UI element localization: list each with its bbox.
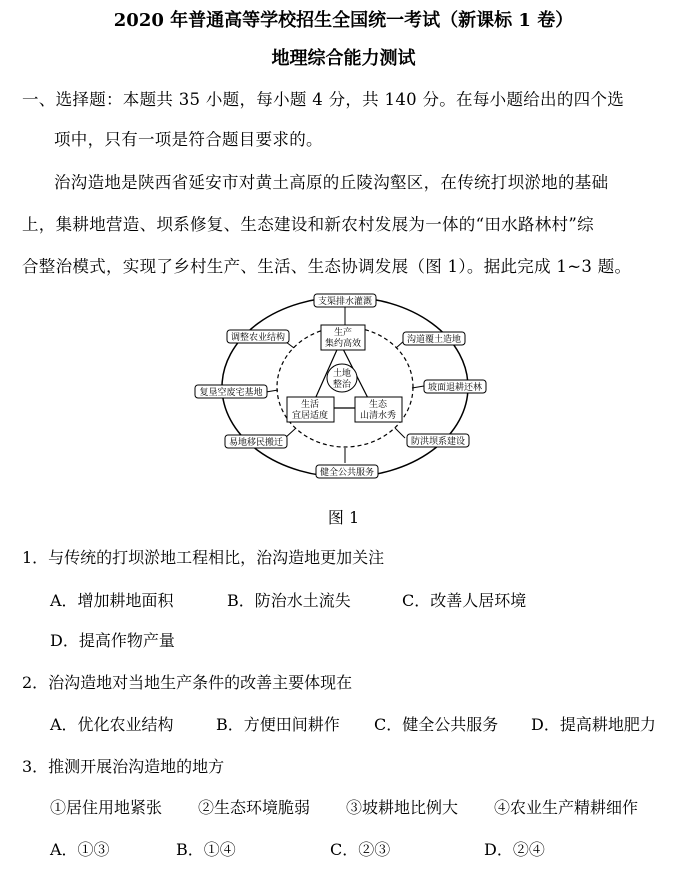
outer-label-lower-right: 防洪坝系建设 [410, 437, 466, 447]
instructions-line-2: 项中，只有一项是符合题目要求的。 [54, 130, 323, 149]
instructions-line-1: 一、选择题：本题共 35 小题，每小题 4 分，共 140 分。在每小题给出的四个选 [22, 90, 625, 109]
passage-line-2: 上，集耕地营造、坝系修复、生态建设和新农村发展为一体的“田水路林村”综 [22, 215, 594, 234]
question-3-stem: 3．推测开展治沟造地的地方 [22, 757, 225, 776]
center-label-2: 整治 [332, 380, 352, 390]
question-3-option-a: A．①③ [50, 840, 110, 859]
question-1-stem: 1．与传统的打坝淤地工程相比，治沟造地更加关注 [22, 548, 385, 567]
inner-label-life-1: 生活 [300, 400, 320, 410]
question-2-option-c: C．健全公共服务 [374, 715, 499, 734]
inner-label-ecology-1: 生态 [368, 400, 388, 410]
page-subtitle: 地理综合能力测试 [271, 48, 416, 69]
question-1-option-b: B．防治水土流失 [227, 591, 351, 610]
outer-label-upper-left: 调整农业结构 [230, 333, 286, 343]
inner-label-production-2: 集约高效 [324, 339, 362, 349]
question-3-statement-3: ③坡耕地比例大 [346, 798, 459, 817]
page-title: 2020 年普通高等学校招生全国统一考试（新课标 1 卷） [113, 10, 574, 31]
question-2-option-a: A．优化农业结构 [50, 715, 174, 734]
passage-line-3: 合整治模式，实现了乡村生产、生活、生态协调发展（图 1）。据此完成 1~3 题。 [22, 257, 632, 276]
question-3-option-c: C．②③ [330, 840, 391, 859]
inner-label-production-1: 生产 [333, 328, 353, 338]
question-2-stem: 2．治沟造地对当地生产条件的改善主要体现在 [22, 673, 353, 692]
question-1-option-a: A．增加耕地面积 [50, 591, 174, 610]
inner-label-ecology-2: 山清水秀 [359, 411, 397, 421]
figure-caption: 图 1 [327, 508, 360, 527]
question-3-statement-1: ①居住用地紧张 [50, 798, 163, 817]
question-1-option-c: C．改善人居环境 [402, 591, 527, 610]
outer-label-top: 支渠排水灌溉 [317, 297, 373, 307]
question-1-option-d: D．提高作物产量 [50, 631, 175, 650]
outer-label-left: 复垦空废宅基地 [199, 388, 263, 398]
passage-line-1: 治沟造地是陕西省延安市对黄土高原的丘陵沟壑区，在传统打坝淤地的基础 [54, 173, 609, 192]
question-3-option-b: B．①④ [176, 840, 236, 859]
outer-label-upper-right: 沟道覆土造地 [406, 335, 462, 345]
question-3-statement-4: ④农业生产精耕细作 [494, 798, 639, 817]
figure-diagram [190, 288, 500, 488]
question-2-option-d: D．提高耕地肥力 [531, 715, 656, 734]
outer-label-bottom: 健全公共服务 [319, 468, 375, 478]
outer-label-right: 坡面退耕还林 [427, 383, 483, 393]
inner-label-life-2: 宜居适度 [291, 411, 329, 421]
question-3-statement-2: ②生态环境脆弱 [198, 798, 311, 817]
outer-label-lower-left: 易地移民搬迁 [228, 438, 284, 448]
question-2-option-b: B．方便田间耕作 [216, 715, 340, 734]
center-label-1: 土地 [332, 369, 352, 379]
question-3-option-d: D．②④ [484, 840, 545, 859]
